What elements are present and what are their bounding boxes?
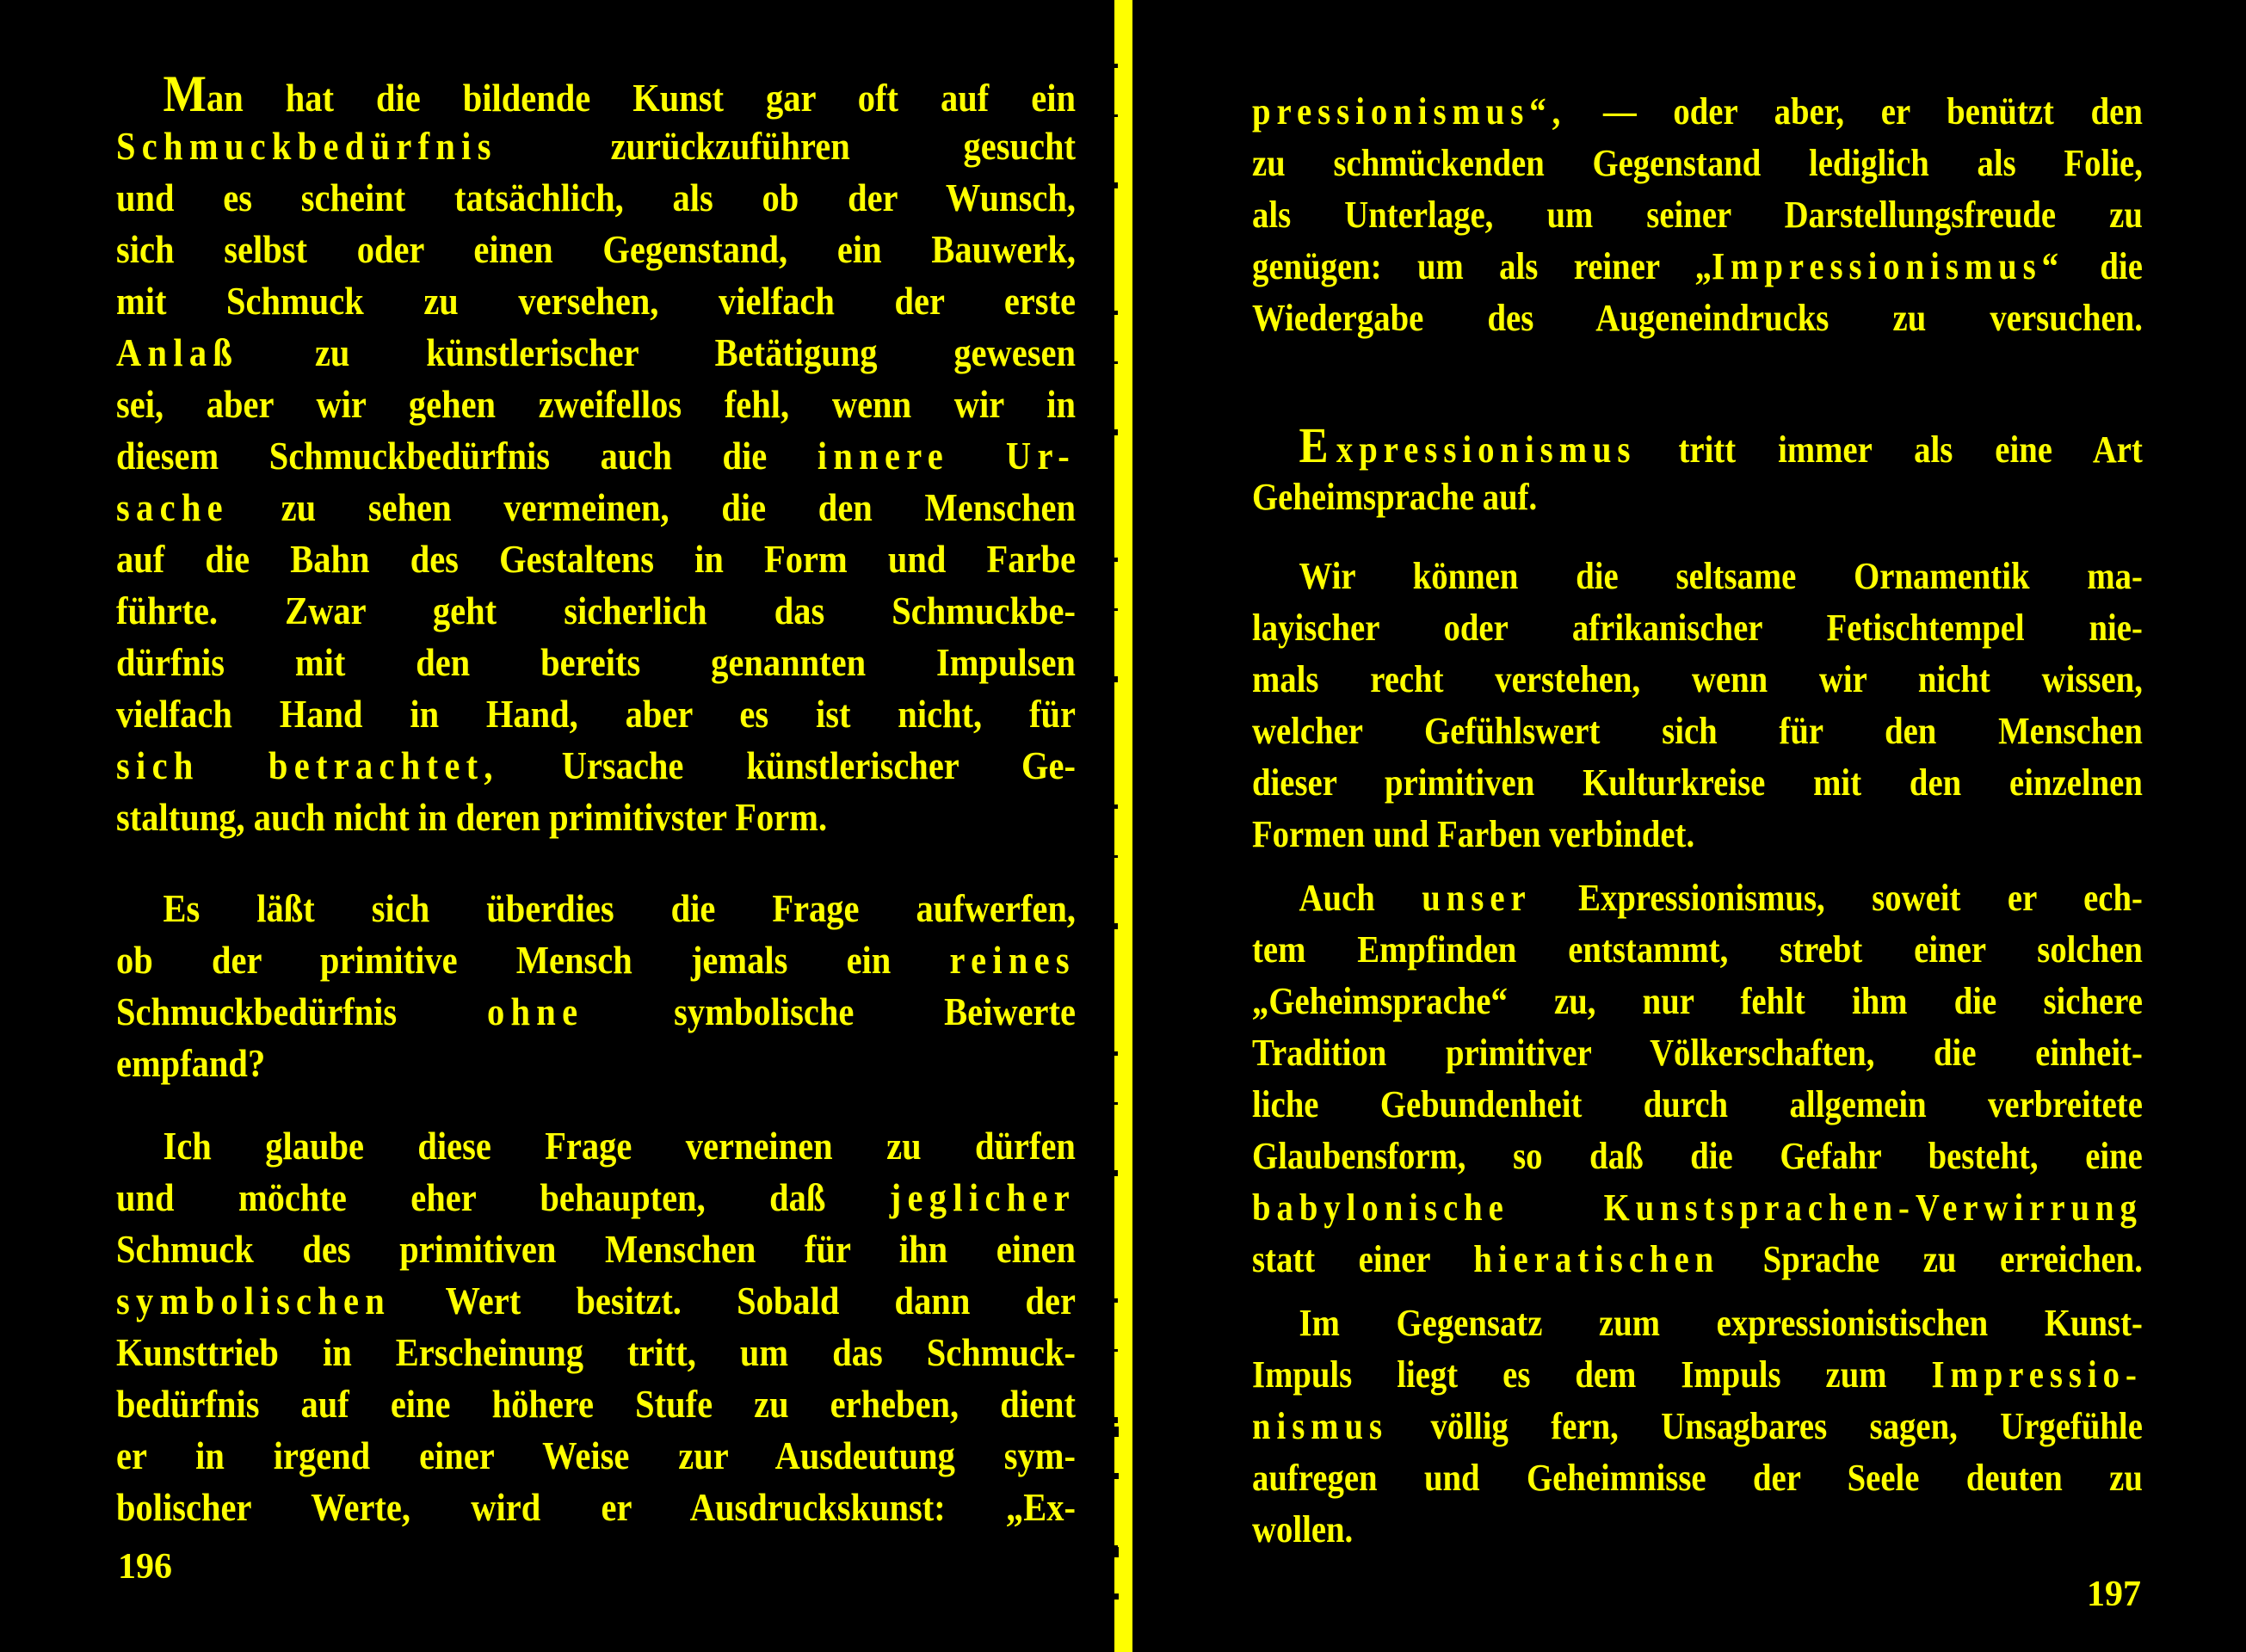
text-line: [116, 688, 1076, 740]
text-segment: Expressionismus, soweit er ech-: [1531, 877, 2143, 919]
text-line: [1252, 1298, 2143, 1349]
text-segment: sache: [116, 485, 229, 529]
text-segment: innere Ur-: [817, 434, 1076, 478]
text-line: [116, 379, 1076, 430]
text-segment: Es läßt sich überdies die Frage aufwerfen,: [163, 886, 1076, 930]
text-line: [1252, 1504, 2143, 1556]
text-segment: Wert besitzt. Sobald dann der: [391, 1279, 1076, 1322]
text-segment: völlig fern, Unsagbares sagen, Urgefühle: [1388, 1405, 2143, 1447]
text-line: [116, 1430, 1076, 1482]
text-segment: Wiedergabe des Augeneindrucks zu versuchen.: [1252, 297, 2143, 339]
text-line: [1252, 872, 2143, 924]
text-line: [116, 172, 1076, 224]
text-line: [116, 1172, 1076, 1224]
text-line: [1252, 757, 2143, 809]
text-line: [116, 1378, 1076, 1430]
text-line: [1252, 472, 2143, 523]
text-line: [1252, 86, 2143, 138]
text-segment: dürfnis mit den bereits genannten Impulsen: [116, 640, 1076, 684]
text-segment: Formen und Farben verbindet.: [1252, 813, 1695, 855]
right-page-number: 197: [2087, 1575, 2141, 1614]
text-segment: symbolische Beiwerte: [583, 989, 1076, 1033]
text-segment: „Geheimsprache“ zu, nur fehlt ihm die sichere: [1252, 980, 2143, 1022]
text-line: [116, 275, 1076, 327]
text-line: [1252, 1452, 2143, 1504]
text-segment: Ich glaube diese Frage verneinen zu dürfen: [163, 1124, 1076, 1168]
text-segment: genügen: um als reiner „: [1252, 245, 1712, 287]
text-segment: Geheimsprache auf.: [1252, 476, 1538, 518]
text-line: [1252, 1349, 2143, 1401]
text-segment: Schmuckbedürfnis: [116, 989, 487, 1033]
text-line: [1252, 293, 2143, 344]
text-line: [1252, 551, 2143, 602]
text-segment: mit Schmuck zu versehen, vielfach der erste: [116, 279, 1076, 323]
initial-capital: M: [163, 69, 207, 120]
text-segment: zu schmückenden Gegenstand lediglich als Folie,: [1252, 142, 2143, 184]
text-segment: zu künstlerischer Betätigung gewesen: [238, 330, 1076, 374]
text-segment: Impuls liegt es dem Impuls zum: [1252, 1353, 1932, 1396]
text-line: [1252, 602, 2143, 654]
text-segment: er in irgend einer Weise zur Ausdeutung sym-: [116, 1433, 1076, 1477]
text-segment: diesem Schmuckbedürfnis auch die: [116, 434, 818, 478]
text-segment: babylonische Kunstsprachen-Verwirrung: [1252, 1187, 2143, 1229]
book-gutter-line: [1114, 0, 1132, 1652]
text-segment: xpressionismus: [1336, 428, 1637, 471]
text-segment: aufregen und Geheimnisse der Seele deuten zu: [1252, 1457, 2143, 1499]
text-segment: ob der primitive Mensch jemals ein: [116, 938, 950, 982]
text-line: [116, 1120, 1076, 1172]
text-line: [1252, 706, 2143, 757]
text-segment: symbolischen: [116, 1279, 392, 1322]
text-line: [1252, 1234, 2143, 1285]
text-segment: Anlaß: [116, 330, 239, 374]
text-segment: Im Gegensatz zum expressionistischen Kunst-: [1299, 1302, 2143, 1344]
text-segment: Auch: [1299, 877, 1422, 919]
text-line: [116, 1275, 1076, 1327]
text-line: [1252, 189, 2143, 241]
paragraph: [116, 69, 1076, 843]
text-segment: sich selbst oder einen Gegenstand, ein Bauwerk,: [116, 227, 1076, 271]
text-segment: hieratischen: [1473, 1238, 1720, 1280]
text-line: [1252, 1401, 2143, 1452]
paragraph: [1252, 420, 2143, 523]
text-segment: zu sehen vermeinen, die den Menschen: [228, 485, 1076, 529]
text-line: [116, 533, 1076, 585]
text-line: [116, 1482, 1076, 1533]
text-segment: Schmuck des primitiven Menschen für ihn einen: [116, 1227, 1076, 1271]
text-segment: sei, aber wir gehen zweifellos fehl, wenn wir in: [116, 382, 1076, 426]
text-line: [1252, 1027, 2143, 1079]
text-line: [116, 934, 1076, 986]
text-segment: Ursache künstlerischer Ge-: [498, 743, 1076, 787]
paragraph: [1252, 551, 2143, 860]
text-line: [1252, 1131, 2143, 1182]
text-segment: auf die Bahn des Gestaltens in Form und Farbe: [116, 537, 1076, 581]
text-line: [116, 792, 1076, 843]
text-line: [116, 224, 1076, 275]
text-line: [1252, 1182, 2143, 1234]
text-segment: bolischer Werte, wird er Ausdruckskunst: „Ex-: [116, 1485, 1076, 1529]
text-line: [116, 120, 1076, 172]
paragraph: [116, 1120, 1076, 1533]
text-line: [116, 1038, 1076, 1089]
text-segment: tritt immer als eine Art: [1636, 428, 2143, 471]
text-segment: unser: [1422, 877, 1532, 919]
text-line: [116, 430, 1076, 482]
text-segment: layischer oder afrikanischer Fetischtempel nie-: [1252, 607, 2143, 649]
text-line: [1252, 1079, 2143, 1131]
text-segment: pressionismus“,: [1252, 90, 1567, 133]
text-segment: statt einer: [1252, 1238, 1474, 1280]
text-segment: staltung, auch nicht in deren primitivster Form.: [116, 795, 828, 839]
text-segment: empfand?: [116, 1041, 266, 1085]
text-segment: vielfach Hand in Hand, aber es ist nicht, für: [116, 692, 1076, 736]
paragraph: [116, 883, 1076, 1089]
text-segment: Tradition primitiver Völkerschaften, die einheit-: [1252, 1032, 2143, 1074]
text-line: [1252, 976, 2143, 1027]
text-segment: dieser primitiven Kulturkreise mit den einzelnen: [1252, 761, 2143, 804]
text-segment: — oder aber, er benützt den: [1566, 90, 2143, 133]
paragraph: [1252, 872, 2143, 1285]
text-segment: ohne: [486, 989, 584, 1033]
text-segment: Schmuckbedürfnis: [116, 124, 497, 168]
text-segment: mals recht verstehen, wenn wir nicht wissen,: [1252, 658, 2143, 700]
text-segment: Kunsttrieb in Erscheinung tritt, um das Schmuck-: [116, 1330, 1076, 1374]
text-line: [116, 986, 1076, 1038]
text-segment: reines: [949, 938, 1076, 982]
text-line: [1252, 809, 2143, 860]
text-line: [116, 585, 1076, 637]
initial-capital: E: [1299, 420, 1336, 472]
text-segment: und es scheint tatsächlich, als ob der Wunsch,: [116, 176, 1076, 219]
text-line: [1252, 654, 2143, 706]
text-segment: Glaubensform, so daß die Gefahr besteht, eine: [1252, 1135, 2143, 1177]
text-segment: und möchte eher behaupten, daß: [116, 1175, 890, 1219]
text-segment: welcher Gefühlswert sich für den Menschen: [1252, 710, 2143, 752]
text-segment: wollen.: [1252, 1508, 1354, 1550]
text-segment: nismus: [1252, 1405, 1389, 1447]
text-segment: sich betrachtet,: [116, 743, 499, 787]
right-page-text: [1252, 86, 2143, 1556]
left-page-number: 196: [118, 1547, 172, 1587]
text-segment: liche Gebundenheit durch allgemein verbreitete: [1252, 1083, 2143, 1125]
text-segment: Sprache zu erreichen.: [1719, 1238, 2143, 1280]
paragraph: [1252, 86, 2143, 344]
text-segment: tem Empfinden entstammt, strebt einer solchen: [1252, 928, 2143, 971]
text-segment: bedürfnis auf eine höhere Stufe zu erheben, dient: [116, 1382, 1076, 1426]
text-segment: die: [2064, 245, 2143, 287]
text-segment: als Unterlage, um seiner Darstellungsfreude zu: [1252, 194, 2143, 236]
text-line: [116, 637, 1076, 688]
text-segment: Wir können die seltsame Ornamentik ma-: [1299, 555, 2143, 597]
text-segment: zurückzuführen gesucht: [497, 124, 1076, 168]
text-line: [116, 740, 1076, 792]
text-segment: an hat die bildende Kunst gar oft auf ein: [206, 76, 1076, 120]
text-line: [1252, 138, 2143, 189]
text-line: [116, 69, 1076, 120]
text-line: [1252, 241, 2143, 293]
text-line: [116, 482, 1076, 533]
text-segment: Impressionismus“: [1712, 245, 2065, 287]
text-line: [1252, 420, 2143, 472]
text-segment: führte. Zwar geht sicherlich das Schmuckbe-: [116, 589, 1076, 632]
text-segment: jeglicher: [889, 1175, 1076, 1219]
text-line: [116, 883, 1076, 934]
text-line: [1252, 924, 2143, 976]
text-line: [116, 1224, 1076, 1275]
paragraph: [1252, 1298, 2143, 1556]
left-page-text: [116, 69, 1076, 1533]
text-segment: Impressio-: [1931, 1353, 2143, 1396]
text-line: [116, 1327, 1076, 1378]
text-line: [116, 327, 1076, 379]
